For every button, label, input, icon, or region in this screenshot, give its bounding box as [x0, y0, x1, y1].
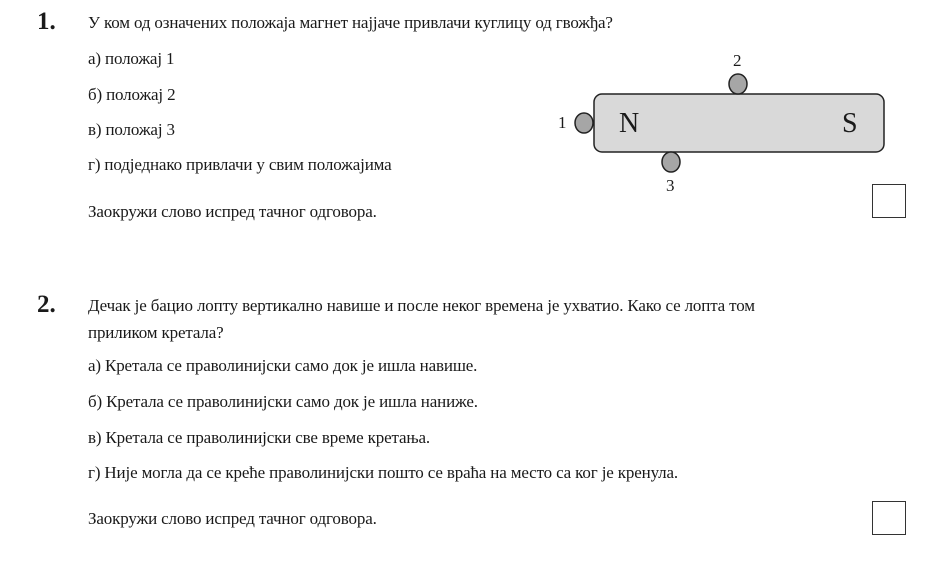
option-a[interactable]: а) Кретала се праволинијски само док је ишла навише. [88, 356, 478, 375]
iron-ball-3 [662, 152, 680, 172]
instruction: Заокружи слово испред тачног одговора. [88, 202, 377, 221]
question-text-line-2: приликом кретала? [88, 323, 224, 342]
option-d[interactable]: г) подједнако привлачи у свим положајима [88, 155, 392, 174]
question-number: 1. [37, 8, 56, 35]
iron-ball-2 [729, 74, 747, 94]
option-a[interactable]: а) положај 1 [88, 49, 175, 68]
question-text-line-1: Дечак је бацио лопту вертикално навише и после неког времена је ухватио. Како се лопта том [88, 296, 755, 315]
iron-ball-1 [575, 113, 593, 133]
question-text: У ком од означених положаја магнет најјаче привлачи куглицу од гвожђа? [88, 13, 613, 32]
option-d[interactable]: г) Није могла да се креће праволинијски пошто се враћа на место са ког је кренула. [88, 463, 678, 482]
position-label-1: 1 [558, 113, 567, 132]
position-label-2: 2 [733, 51, 742, 70]
option-c[interactable]: в) Кретала се праволинијски све време кретања. [88, 428, 431, 447]
option-b[interactable]: б) Кретала се праволинијски само док је ишла наниже. [88, 392, 478, 411]
option-c[interactable]: в) положај 3 [88, 120, 175, 139]
question-number: 2. [37, 291, 56, 318]
answer-box[interactable] [872, 501, 906, 535]
south-pole-label: S [842, 108, 858, 139]
instruction: Заокружи слово испред тачног одговора. [88, 509, 377, 528]
position-label-3: 3 [666, 176, 675, 195]
option-b[interactable]: б) положај 2 [88, 85, 176, 104]
north-pole-label: N [619, 108, 640, 139]
